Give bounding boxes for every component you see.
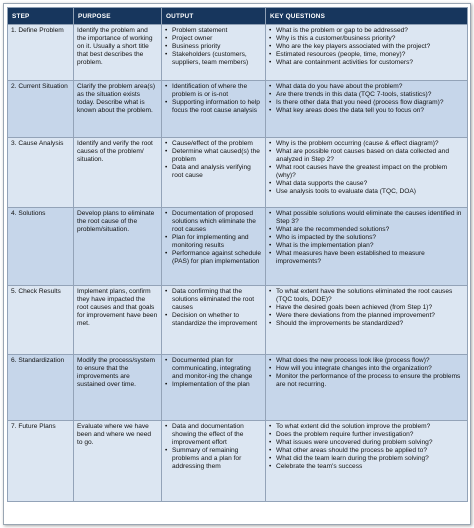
table-row xyxy=(8,138,468,208)
output-item: • Documentation of proposed solutions which eliminate the root causes xyxy=(165,210,262,234)
output-cell xyxy=(162,286,266,355)
key-question-item: • Why is the problem occurring (cause & effect diagram)? xyxy=(269,140,464,148)
key-question-item: • Use analysis tools to evaluate data (TQC, DOA) xyxy=(269,188,464,196)
key-question-item: • Are there trends in this data (TQC 7-tools, statistics)? xyxy=(269,91,464,99)
key-question-item: • What are the recommended solutions? xyxy=(269,226,464,234)
output-item: • Problem statement xyxy=(165,27,262,35)
purpose-cell: Implement plans, confirm they have impacted the root causes and that goals for improvement have been met. xyxy=(74,286,162,355)
key-question-item: • Who is impacted by the solutions? xyxy=(269,234,464,242)
key-questions-cell xyxy=(266,208,468,286)
purpose-cell: Evaluate where we have been and where we need to go. xyxy=(74,421,162,502)
key-questions-cell xyxy=(266,25,468,81)
problem-solving-table xyxy=(7,7,468,502)
output-item: • Documented plan for communicating, integrating and monitor-ing the change xyxy=(165,357,262,381)
output-list xyxy=(165,357,262,389)
output-list xyxy=(165,83,262,115)
step-cell: 6. Standardization xyxy=(8,355,74,421)
table-row xyxy=(8,421,468,502)
key-questions-list xyxy=(269,27,464,67)
key-question-item: • What measures have been established to measure improvements? xyxy=(269,250,464,266)
output-item: • Decision on whether to standardize the improvement xyxy=(165,312,262,328)
key-question-item: • Why is this a customer/business priority? xyxy=(269,35,464,43)
step-cell: 3. Cause Analysis xyxy=(8,138,74,208)
output-item: • Data and analysis verifying root cause xyxy=(165,164,262,180)
key-question-item: • What is the implementation plan? xyxy=(269,242,464,250)
key-questions-cell xyxy=(266,138,468,208)
table-row xyxy=(8,208,468,286)
output-item: • Business priority xyxy=(165,43,262,51)
output-cell xyxy=(162,25,266,81)
table-row xyxy=(8,286,468,355)
step-cell: 5. Check Results xyxy=(8,286,74,355)
output-cell xyxy=(162,81,266,138)
purpose-cell: Develop plans to eliminate the root cause of the problem/situation. xyxy=(74,208,162,286)
purpose-cell: Modify the process/system to ensure that the improvements are sustained over time. xyxy=(74,355,162,421)
output-item: • Plan for implementing and monitoring results xyxy=(165,234,262,250)
key-question-item: • What possible solutions would eliminate the causes identified in Step 3? xyxy=(269,210,464,226)
step-cell: 4. Solutions xyxy=(8,208,74,286)
key-questions-list xyxy=(269,140,464,196)
output-cell xyxy=(162,138,266,208)
output-cell xyxy=(162,208,266,286)
output-item: • Determine what caused(s) the problem xyxy=(165,148,262,164)
step-cell: 1. Define Problem xyxy=(8,25,74,81)
output-list xyxy=(165,210,262,266)
key-question-item: • To what extent have the solutions eliminated the root causes (TQC tools, DOE)? xyxy=(269,288,464,304)
header-row xyxy=(8,8,468,25)
key-questions-list xyxy=(269,357,464,389)
key-questions-cell xyxy=(266,81,468,138)
key-question-item: • Were there deviations from the planned improvement? xyxy=(269,312,464,320)
output-list xyxy=(165,140,262,180)
output-item: • Summary of remaining problems and a plan for addressing them xyxy=(165,447,262,471)
step-cell: 2. Current Situation xyxy=(8,81,74,138)
key-question-item: • Celebrate the team's success xyxy=(269,463,464,471)
output-item: • Stakeholders (customers, suppliers, team members) xyxy=(165,51,262,67)
key-question-item: • What data supports the cause? xyxy=(269,180,464,188)
table-row xyxy=(8,25,468,81)
output-item: • Identification of where the problem is or is-not xyxy=(165,83,262,99)
key-question-item: • Monitor the performance of the process to ensure the problems are not recurring. xyxy=(269,373,464,389)
step-cell: 7. Future Plans xyxy=(8,421,74,502)
key-question-item: • What are possible root causes based on data collected and analyzed in Step 2? xyxy=(269,148,464,164)
output-cell xyxy=(162,421,266,502)
key-question-item: • What data do you have about the problem? xyxy=(269,83,464,91)
key-question-item: • What is the problem or gap to be addressed? xyxy=(269,27,464,35)
key-question-item: • What did the team learn during the problem solving? xyxy=(269,455,464,463)
table-row xyxy=(8,81,468,138)
key-question-item: • What issues were uncovered during problem solving? xyxy=(269,439,464,447)
header-key-questions: KEY QUESTIONS xyxy=(266,8,468,25)
key-question-item: • Should the improvements be standardized? xyxy=(269,320,464,328)
key-question-item: • What are containment activities for customers? xyxy=(269,59,464,67)
key-questions-list xyxy=(269,83,464,115)
output-item: • Supporting information to help focus the root cause analysis xyxy=(165,99,262,115)
key-questions-list xyxy=(269,423,464,471)
output-item: • Data confirming that the solutions eliminated the root causes xyxy=(165,288,262,312)
output-item: • Data and documentation showing the effect of the improvement effort xyxy=(165,423,262,447)
output-item: • Cause/effect of the problem xyxy=(165,140,262,148)
key-question-item: • To what extent did the solution improve the problem? xyxy=(269,423,464,431)
key-questions-cell xyxy=(266,421,468,502)
key-question-item: • What root causes have the greatest impact on the problem (why)? xyxy=(269,164,464,180)
output-item: • Project owner xyxy=(165,35,262,43)
output-list xyxy=(165,27,262,67)
output-item: • Implementation of the plan xyxy=(165,381,262,389)
key-question-item: • Is there other data that you need (process flow diagram)? xyxy=(269,99,464,107)
key-questions-cell xyxy=(266,286,468,355)
key-question-item: • Have the desired goals been achieved (from Step 1)? xyxy=(269,304,464,312)
header-purpose: PURPOSE xyxy=(74,8,162,25)
table-frame xyxy=(3,3,471,525)
output-item: • Performance against schedule (PAS) for plan implementation xyxy=(165,250,262,266)
purpose-cell: Identify the problem and the importance of working on it. Usually a short title that best describes the problem. xyxy=(74,25,162,81)
key-question-item: • Does the problem require further investigation? xyxy=(269,431,464,439)
key-questions-list xyxy=(269,210,464,266)
key-question-item: • What key areas does the data tell you to focus on? xyxy=(269,107,464,115)
output-list xyxy=(165,288,262,328)
output-cell xyxy=(162,355,266,421)
key-questions-cell xyxy=(266,355,468,421)
key-question-item: • How will you integrate changes into the organization? xyxy=(269,365,464,373)
key-question-item: • Who are the key players associated with the project? xyxy=(269,43,464,51)
header-step: STEP xyxy=(8,8,74,25)
output-list xyxy=(165,423,262,471)
table-row xyxy=(8,355,468,421)
purpose-cell: Identify and verify the root causes of the problem/ situation. xyxy=(74,138,162,208)
header-output: OUTPUT xyxy=(162,8,266,25)
key-question-item: • Estimated resources (people, time, money)? xyxy=(269,51,464,59)
key-questions-list xyxy=(269,288,464,328)
purpose-cell: Clarify the problem area(s) as the situation exists today. Describe what is known about the problem. xyxy=(74,81,162,138)
key-question-item: • What other areas should the process be applied to? xyxy=(269,447,464,455)
key-question-item: • What does the new process look like (process flow)? xyxy=(269,357,464,365)
